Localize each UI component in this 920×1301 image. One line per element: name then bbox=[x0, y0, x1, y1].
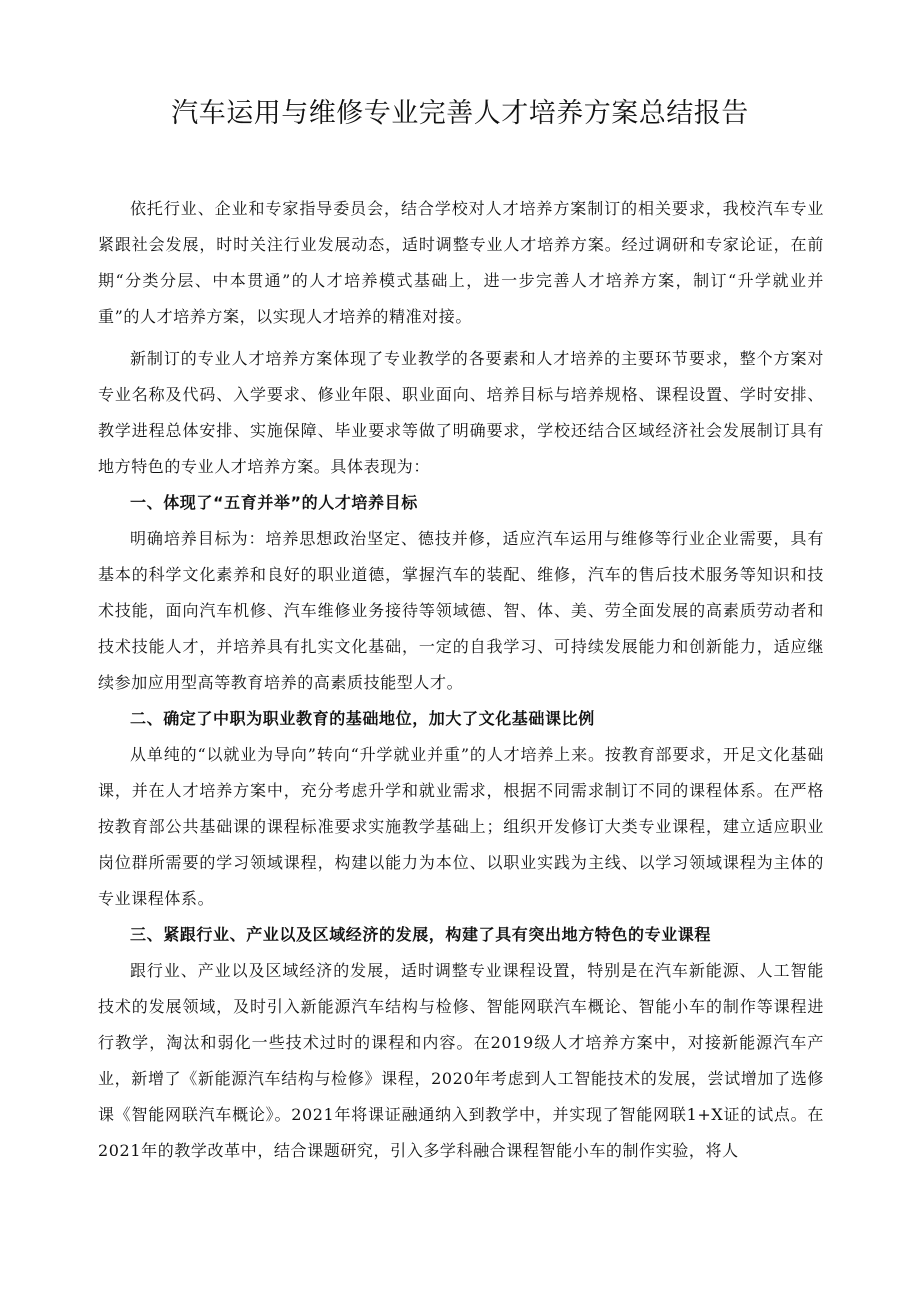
paragraph-overview: 新制订的专业人才培养方案体现了专业教学的各要素和人才培养的主要环节要求，整个方案对专业名称及代码、入学要求、修业年限、职业面向、培养目标与培养规格、课程设置、学时安排、教学进程总体安排、实施保障、毕业要求等做了明确要求，学校还结合区域经济社会发展制订具有地方特色的专业人才培养方案。具体表现为： bbox=[98, 349, 824, 476]
document-body bbox=[98, 191, 824, 1169]
paragraph-section-2: 从单纯的“以就业为导向”转向“升学就业并重”的人才培养上来。按教育部要求，开足文化基础课，并在人才培养方案中，充分考虑升学和就业需求，根据不同需求制订不同的课程体系。在严格按教育部公共基础课的课程标准要求实施教学基础上；组织开发修订大类专业课程，建立适应职业岗位群所需要的学习领域课程，构建以能力为本位、以职业实践为主线、以学习领域课程为主体的专业课程体系。 bbox=[98, 745, 824, 908]
section-heading-1: 一、体现了“五育并举”的人才培养目标 bbox=[130, 493, 418, 512]
section-heading-2: 二、确定了中职为职业教育的基础地位，加大了文化基础课比例 bbox=[130, 709, 595, 728]
section-heading-3: 三、紧跟行业、产业以及区域经济的发展，构建了具有突出地方特色的专业课程 bbox=[130, 925, 712, 944]
paragraph-section-3: 跟行业、产业以及区域经济的发展，适时调整专业课程设置，特别是在汽车新能源、人工智能技术的发展领域，及时引入新能源汽车结构与检修、智能网联汽车概论、智能小车的制作等课程进行教学，淘汰和弱化一些技术过时的课程和内容。在2019级人才培养方案中，对接新能源汽车产业，新增了《新能源汽车结构与检修》课程，2020年考虑到人工智能技术的发展，尝试增加了选修课《智能网联汽车概论》。2021年将课证融通纳入到教学中，并实现了智能网联1+X证的试点。在2021年的教学改革中，结合课题研究，引入多学科融合课程智能小车的制作实验，将人 bbox=[98, 961, 824, 1160]
document-title: 汽车运用与维修专业完善人才培养方案总结报告 bbox=[171, 98, 749, 129]
paragraph-intro: 依托行业、企业和专家指导委员会，结合学校对人才培养方案制订的相关要求，我校汽车专业紧跟社会发展，时时关注行业发展动态，适时调整专业人才培养方案。经过调研和专家论证，在前期“分类分层、中本贯通”的人才培养模式基础上，进一步完善人才培养方案，制订“升学就业并重”的人才培养方案，以实现人才培养的精准对接。 bbox=[98, 199, 824, 326]
paragraph-section-1: 明确培养目标为：培养思想政治坚定、德技并修，适应汽车运用与维修等行业企业需要，具有基本的科学文化素养和良好的职业道德，掌握汽车的装配、维修，汽车的售后技术服务等知识和技术技能，面向汽车机修、汽车维修业务接待等领域德、智、体、美、劳全面发展的高素质劳动者和技术技能人才，并培养具有扎实文化基础，一定的自我学习、可持续发展能力和创新能力，适应继续参加应用型高等教育培养的高素质技能型人才。 bbox=[98, 529, 824, 692]
